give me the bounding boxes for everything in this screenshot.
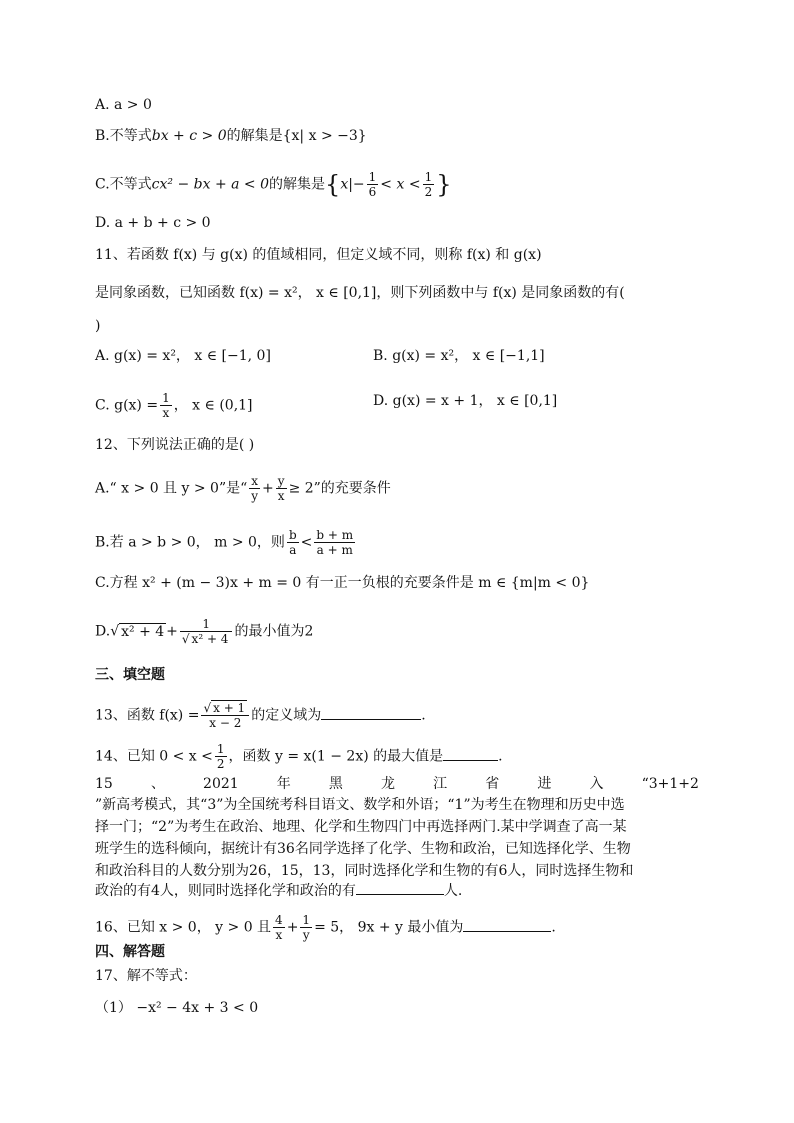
denominator: y [302,928,310,942]
numerator: y [277,474,285,488]
denominator: x [277,489,285,503]
q15-token: 入 [589,776,604,792]
math: + [262,480,274,497]
q15-token: 黑 [328,776,343,792]
sqrt-sign: √ [110,623,120,640]
q11-option-d: D. g(x) = x + 1， x ∈ [0,1] [373,393,558,409]
numerator: b [288,528,297,542]
fraction [160,391,172,420]
section-title-fill-in: 三、填空题 [95,667,165,683]
denominator: y [251,489,259,503]
q12-option-b [95,528,357,557]
q11-stem-line2: 是同象函数，已知函数 f(x) = x²， x ∈ [0,1]，则下列函数中与 f(x) 是同象函数的有( [95,285,625,301]
section-title-solve: 四、解答题 [95,944,165,960]
text: ， x ∈ (0,1] [173,397,253,414]
math: + [286,919,299,936]
text: B.若 a > b > 0， m > 0，则 [95,534,285,551]
numerator: b + m [316,528,354,542]
q10-option-d: D. a + b + c > 0 [95,215,211,231]
radicand: x² + 4 [121,623,165,640]
math: < x < [380,176,421,193]
q15-token: 江 [433,776,448,792]
text: . [551,919,556,936]
q11-stem-line3: ) [95,318,101,334]
numerator: 4 [275,913,283,927]
math: + [166,623,178,640]
fraction [314,528,355,557]
fraction [273,913,285,942]
q13 [95,701,426,730]
answer-blank[interactable] [321,707,421,720]
numerator: √ x + 1 [201,701,249,716]
text: D. [95,623,111,640]
fraction [180,617,233,646]
denominator: 2 [216,757,225,771]
radicand: x + 1 [213,701,246,715]
text: B.不等式 [95,128,152,144]
q15-token: 龙 [381,776,396,792]
fraction [249,474,260,503]
text: . [421,707,426,724]
math: bx + c > 0 [151,128,227,144]
text: ≥ 2”的充要条件 [288,480,391,497]
q11-option-c [95,391,253,420]
numerator: 1 [302,913,311,927]
text: 人. [443,883,463,899]
denominator: x [162,406,170,420]
text: 16、已知 x > 0， y > 0 且 [95,919,272,936]
text: 的解集是 [226,128,283,144]
math: x|− [340,176,365,193]
q15-line2: ”新高考模式，其“3”为全国统考科目语文、数学和外语；“1”为考生在物理和历史中选 [95,797,625,813]
denominator: 2 [424,185,433,199]
q17-part1: （1） −x² − 4x + 3 < 0 [95,1000,259,1016]
q15-token: 15 [95,776,113,792]
q16 [95,913,556,942]
q10-option-c [95,170,451,199]
text: 的最小值为2 [234,623,314,640]
brace: { [325,170,341,199]
text: . [498,748,503,765]
denominator: a + m [316,543,353,557]
fraction [201,701,249,730]
q11-stem-line1: 11、若函数 f(x) 与 g(x) 的值域相同，但定义域不同，则称 f(x) 和 g(x) [95,247,542,263]
text: ，函数 y = x(1 − 2x) 的最大值是 [228,748,444,765]
numerator: 1 [368,170,377,184]
text: 的解集是 [269,176,326,193]
q17-stem: 17、解不等式： [95,968,197,984]
q12-option-d [95,617,313,646]
numerator: x [251,474,259,488]
numerator: 1 [216,742,225,756]
numerator: 1 [180,617,233,632]
text: C.不等式 [95,176,152,193]
q15-token: 2021 [203,776,239,792]
q15-token: 省 [485,776,500,792]
text: 13、函数 f(x) = [95,707,200,724]
q15-line5: 和政治科目的人数分别为26，15，13，同时选择化学和生物的有6人，同时选择生物和 [95,863,634,879]
q12-option-c: C.方程 x² + (m − 3)x + m = 0 有一正一负根的充要条件是 m ∈ {m|m < 0} [95,575,590,591]
q15-line1 [95,774,699,794]
q15-line4: 班学生的选科倾向，据统计有36名同学选择了化学、生物和政治，已知选择化学、生物 [95,841,631,857]
text: 政治的有4人，则同时选择化学和政治的有 [95,883,356,899]
fraction [367,170,379,199]
brace: } [436,170,452,199]
q12-stem: 12、下列说法正确的是( ) [95,437,255,453]
q15-token: 进 [537,776,552,792]
radicand: x² + 4 [191,632,229,646]
text: 14、已知 0 < x < [95,748,213,765]
text: = 5， 9x + y 最小值为 [314,919,464,936]
math: < [300,534,313,551]
q15-line3: 择一门；“2”为考生在政治、地理、化学和生物四门中再选择两门.某中学调查了高一某 [95,819,627,835]
text: A.“ x > 0 且 y > 0”是“ [95,480,248,497]
fraction [215,742,227,771]
answer-blank[interactable] [443,748,498,761]
fraction [423,170,435,199]
q15-token: “3+1+2 [641,776,699,792]
denominator: 6 [368,185,377,199]
text: 的定义域为 [251,707,322,724]
q15-token: 、 [150,776,165,792]
denominator: √ x² + 4 [181,632,229,646]
answer-blank[interactable] [463,919,551,932]
math: {x| x > −3} [282,128,367,144]
q15-token: 年 [276,776,291,792]
q11-option-a: A. g(x) = x²， x ∈ [−1, 0] [95,348,271,364]
answer-blank[interactable] [356,882,444,895]
numerator: 1 [162,391,170,405]
q10-option-a: A. a > 0 [95,97,152,113]
q15-line6 [95,880,699,902]
text: C. g(x) = [95,397,159,414]
denominator: a [289,543,297,557]
q10-option-b [95,126,367,146]
denominator: x − 2 [209,716,242,730]
q12-option-a [95,474,391,503]
fraction [300,913,312,942]
q14 [95,742,503,771]
denominator: x [275,928,283,942]
q11-option-b: B. g(x) = x²， x ∈ [−1,1] [373,348,545,364]
math: cx² − bx + a < 0 [151,176,270,193]
fraction [287,528,299,557]
fraction [276,474,287,503]
numerator: 1 [424,170,433,184]
